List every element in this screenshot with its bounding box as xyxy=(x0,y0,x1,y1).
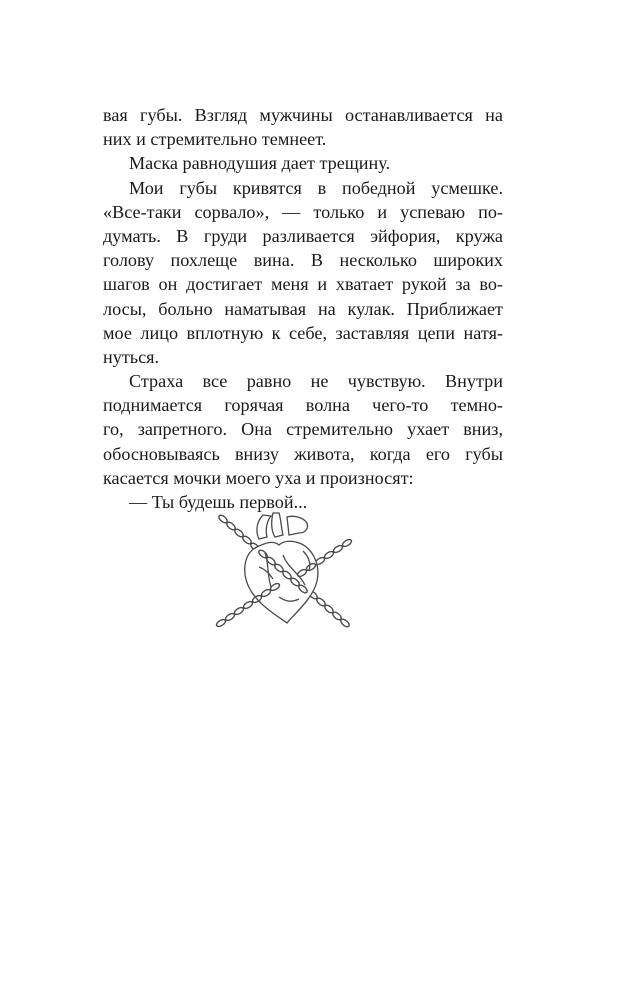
text-line: обосновываясь внизу живота, когда его губы xyxy=(103,443,503,464)
chained-heart-icon xyxy=(213,507,355,629)
text-line: нуться. xyxy=(103,346,160,367)
text-line: лосы, больно наматывая на кулак. Приближает xyxy=(103,298,503,319)
text-line: шагов он достигает меня и хватает рукой за во- xyxy=(103,274,503,295)
text-line: Мои губы кривятся в победной усмешке. xyxy=(129,177,503,198)
text-line: касается мочки моего уха и произносят: xyxy=(103,467,414,488)
text-line: вая губы. Взгляд мужчины останавливается на xyxy=(103,105,503,125)
text-line: мое лицо вплотную к себе, заставляя цепи натя- xyxy=(103,322,503,343)
text-line: «Все-таки сорвало», — только и успеваю по- xyxy=(103,201,503,222)
text-line: поднимается горячая волна чего-то темно- xyxy=(103,395,503,416)
text-line: Маска равнодушия дает трещину. xyxy=(129,153,391,174)
text-line: них и стремительно темнеет. xyxy=(103,129,327,150)
text-line: — Ты будешь первой... xyxy=(129,492,308,512)
text-line: думать. В груди разливается эйфория, кружа xyxy=(103,225,503,246)
body-text xyxy=(103,103,503,514)
text-line: го, запретного. Она стремительно ухает вниз, xyxy=(103,419,503,440)
text-line: голову похлеще вина. В несколько широких xyxy=(103,250,503,271)
text-line: Страха все равно не чувствую. Внутри xyxy=(129,371,503,392)
